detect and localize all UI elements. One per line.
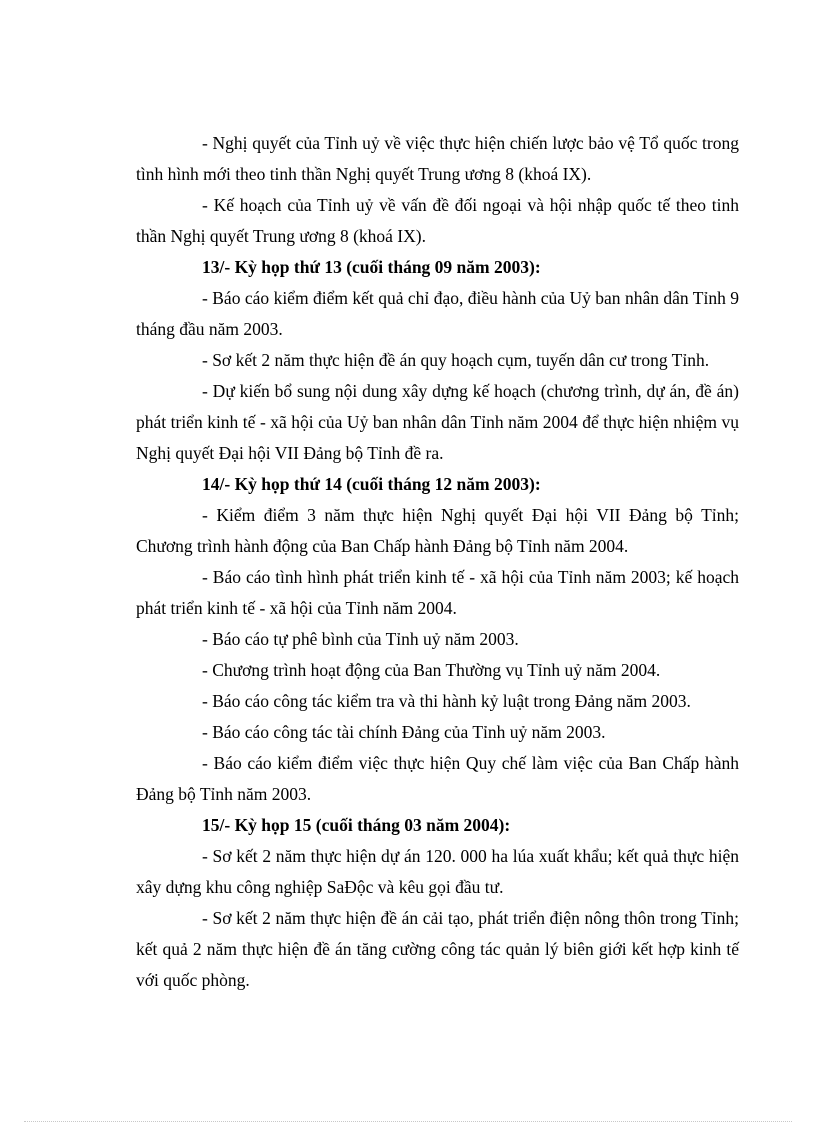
paragraph: - Kế hoạch của Tỉnh uỷ về vấn đề đối ngoại và hội nhập quốc tế theo tinh thần Nghị quyết Trung ương 8 (khoá IX). — [136, 195, 739, 246]
paragraph: - Sơ kết 2 năm thực hiện dự án 120. 000 ha lúa xuất khẩu; kết quả thực hiện xây dựng khu công nghiệp SaĐộc và kêu gọi đầu tư. — [136, 846, 739, 897]
paragraph: - Báo cáo công tác tài chính Đảng của Tỉnh uỷ năm 2003. — [202, 722, 606, 742]
paragraph: - Nghị quyết của Tỉnh uỷ về việc thực hiện chiến lược bảo vệ Tổ quốc trong tình hình mới theo tinh thần Nghị quyết Trung ương 8 (khoá IX). — [136, 133, 739, 184]
paragraph: - Báo cáo kiểm điểm việc thực hiện Quy chế làm việc của Ban Chấp hành Đảng bộ Tỉnh năm 2003. — [136, 753, 739, 804]
paragraph: - Kiểm điểm 3 năm thực hiện Nghị quyết Đại hội VII Đảng bộ Tỉnh; Chương trình hành động của Ban Chấp hành Đảng bộ Tỉnh năm 2004. — [136, 505, 739, 556]
document-body — [136, 128, 739, 996]
paragraph: - Báo cáo tự phê bình của Tỉnh uỷ năm 2003. — [202, 629, 519, 649]
paragraph: - Sơ kết 2 năm thực hiện đề án cải tạo, phát triển điện nông thôn trong Tỉnh; kết quả 2 năm thực hiện đề án tăng cường công tác quản lý biên giới kết hợp kinh tế với quốc phòng. — [136, 908, 739, 990]
paragraph: - Báo cáo công tác kiểm tra và thi hành kỷ luật trong Đảng năm 2003. — [202, 691, 691, 711]
section-heading: 13/- Kỳ họp thứ 13 (cuối tháng 09 năm 2003): — [202, 257, 541, 277]
section-heading: 15/- Kỳ họp 15 (cuối tháng 03 năm 2004): — [202, 815, 511, 835]
paragraph: - Sơ kết 2 năm thực hiện đề án quy hoạch cụm, tuyến dân cư trong Tỉnh. — [202, 350, 710, 370]
section-heading: 14/- Kỳ họp thứ 14 (cuối tháng 12 năm 2003): — [202, 474, 541, 494]
paragraph: - Báo cáo tình hình phát triển kinh tế - xã hội của Tỉnh năm 2003; kế hoạch phát triển kinh tế - xã hội của Tỉnh năm 2004. — [136, 567, 739, 618]
paragraph: - Báo cáo kiểm điểm kết quả chỉ đạo, điều hành của Uỷ ban nhân dân Tỉnh 9 tháng đầu năm 2003. — [136, 288, 739, 339]
paragraph: - Chương trình hoạt động của Ban Thường vụ Tỉnh uỷ năm 2004. — [202, 660, 661, 680]
page-bottom-divider — [24, 1121, 792, 1122]
paragraph: - Dự kiến bổ sung nội dung xây dựng kế hoạch (chương trình, dự án, đề án) phát triển kinh tế - xã hội của Uỷ ban nhân dân Tỉnh năm 2004 để thực hiện nhiệm vụ Nghị quyết Đại hội VII Đảng bộ Tỉnh đề ra. — [136, 381, 739, 463]
